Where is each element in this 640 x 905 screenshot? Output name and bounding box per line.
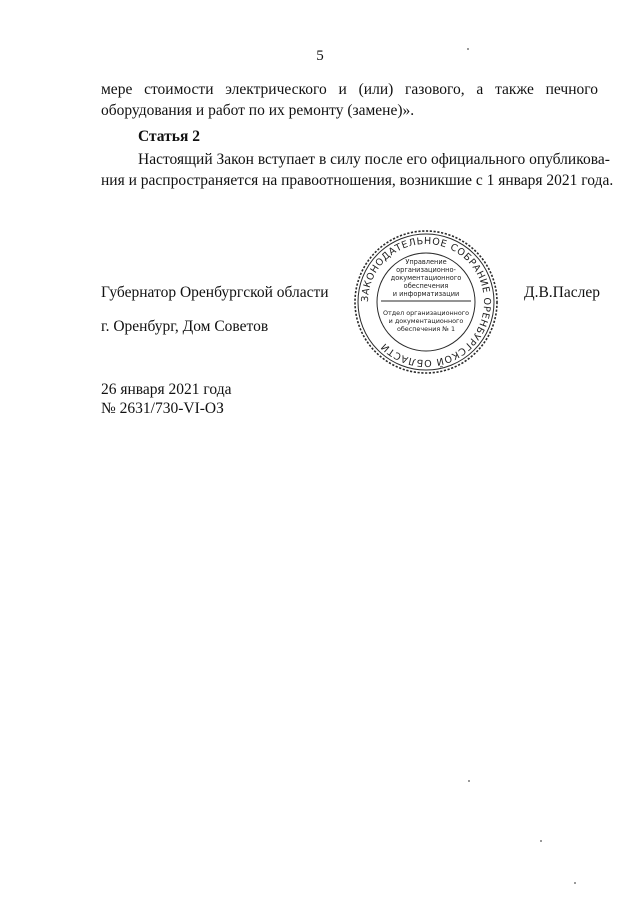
scan-speck [467,48,469,50]
scan-speck [540,840,542,842]
seal-inner-line-1: Управление [405,258,447,266]
continuation-paragraph [101,79,598,121]
document-number: № 2631/730-VI-ОЗ [101,400,224,417]
continuation-line-1: мере стоимости электрического и (или) газового, а также печного [101,81,598,98]
seal-inner-line-7: и документационного [388,317,464,325]
article-line-1: Настоящий Закон вступает в силу после его официального опубликова- [138,151,610,168]
scan-speck [468,780,470,782]
seal-inner-line-6: Отдел организационного [382,309,470,317]
scan-speck [574,882,576,884]
page-number: 5 [316,48,324,64]
official-seal [353,229,499,375]
article-paragraph [101,149,614,191]
signatory-name: Д.В.Паслер [524,284,600,301]
article-line-2: ния и распространяется на правоотношения, возникшие с 1 января 2021 года. [101,172,614,189]
seal-outer-text: ЗАКОНОДАТЕЛЬНОЕ СОБРАНИЕ ОРЕНБУРГСКОЙ ОБЛАСТИ [359,235,493,369]
seal-inner-line-2: организационно- [396,266,456,274]
seal-inner-line-4: обеспечения [403,282,449,290]
seal-inner-line-3: документационного [390,274,462,282]
continuation-line-2: оборудования и работ по их ремонту (замене)». [101,102,415,119]
signatory-position: Губернатор Оренбургской области [101,284,329,301]
seal-graphic [353,229,499,375]
seal-ring-2 [358,234,494,370]
seal-inner-line-5: и информатизации [392,290,460,298]
signing-place: г. Оренбург, Дом Советов [101,318,269,335]
document-date: 26 января 2021 года [101,381,232,398]
article-heading: Статья 2 [138,128,200,145]
seal-outer-ring [355,231,497,373]
seal-inner-line-8: обеспечения № 1 [396,325,456,333]
